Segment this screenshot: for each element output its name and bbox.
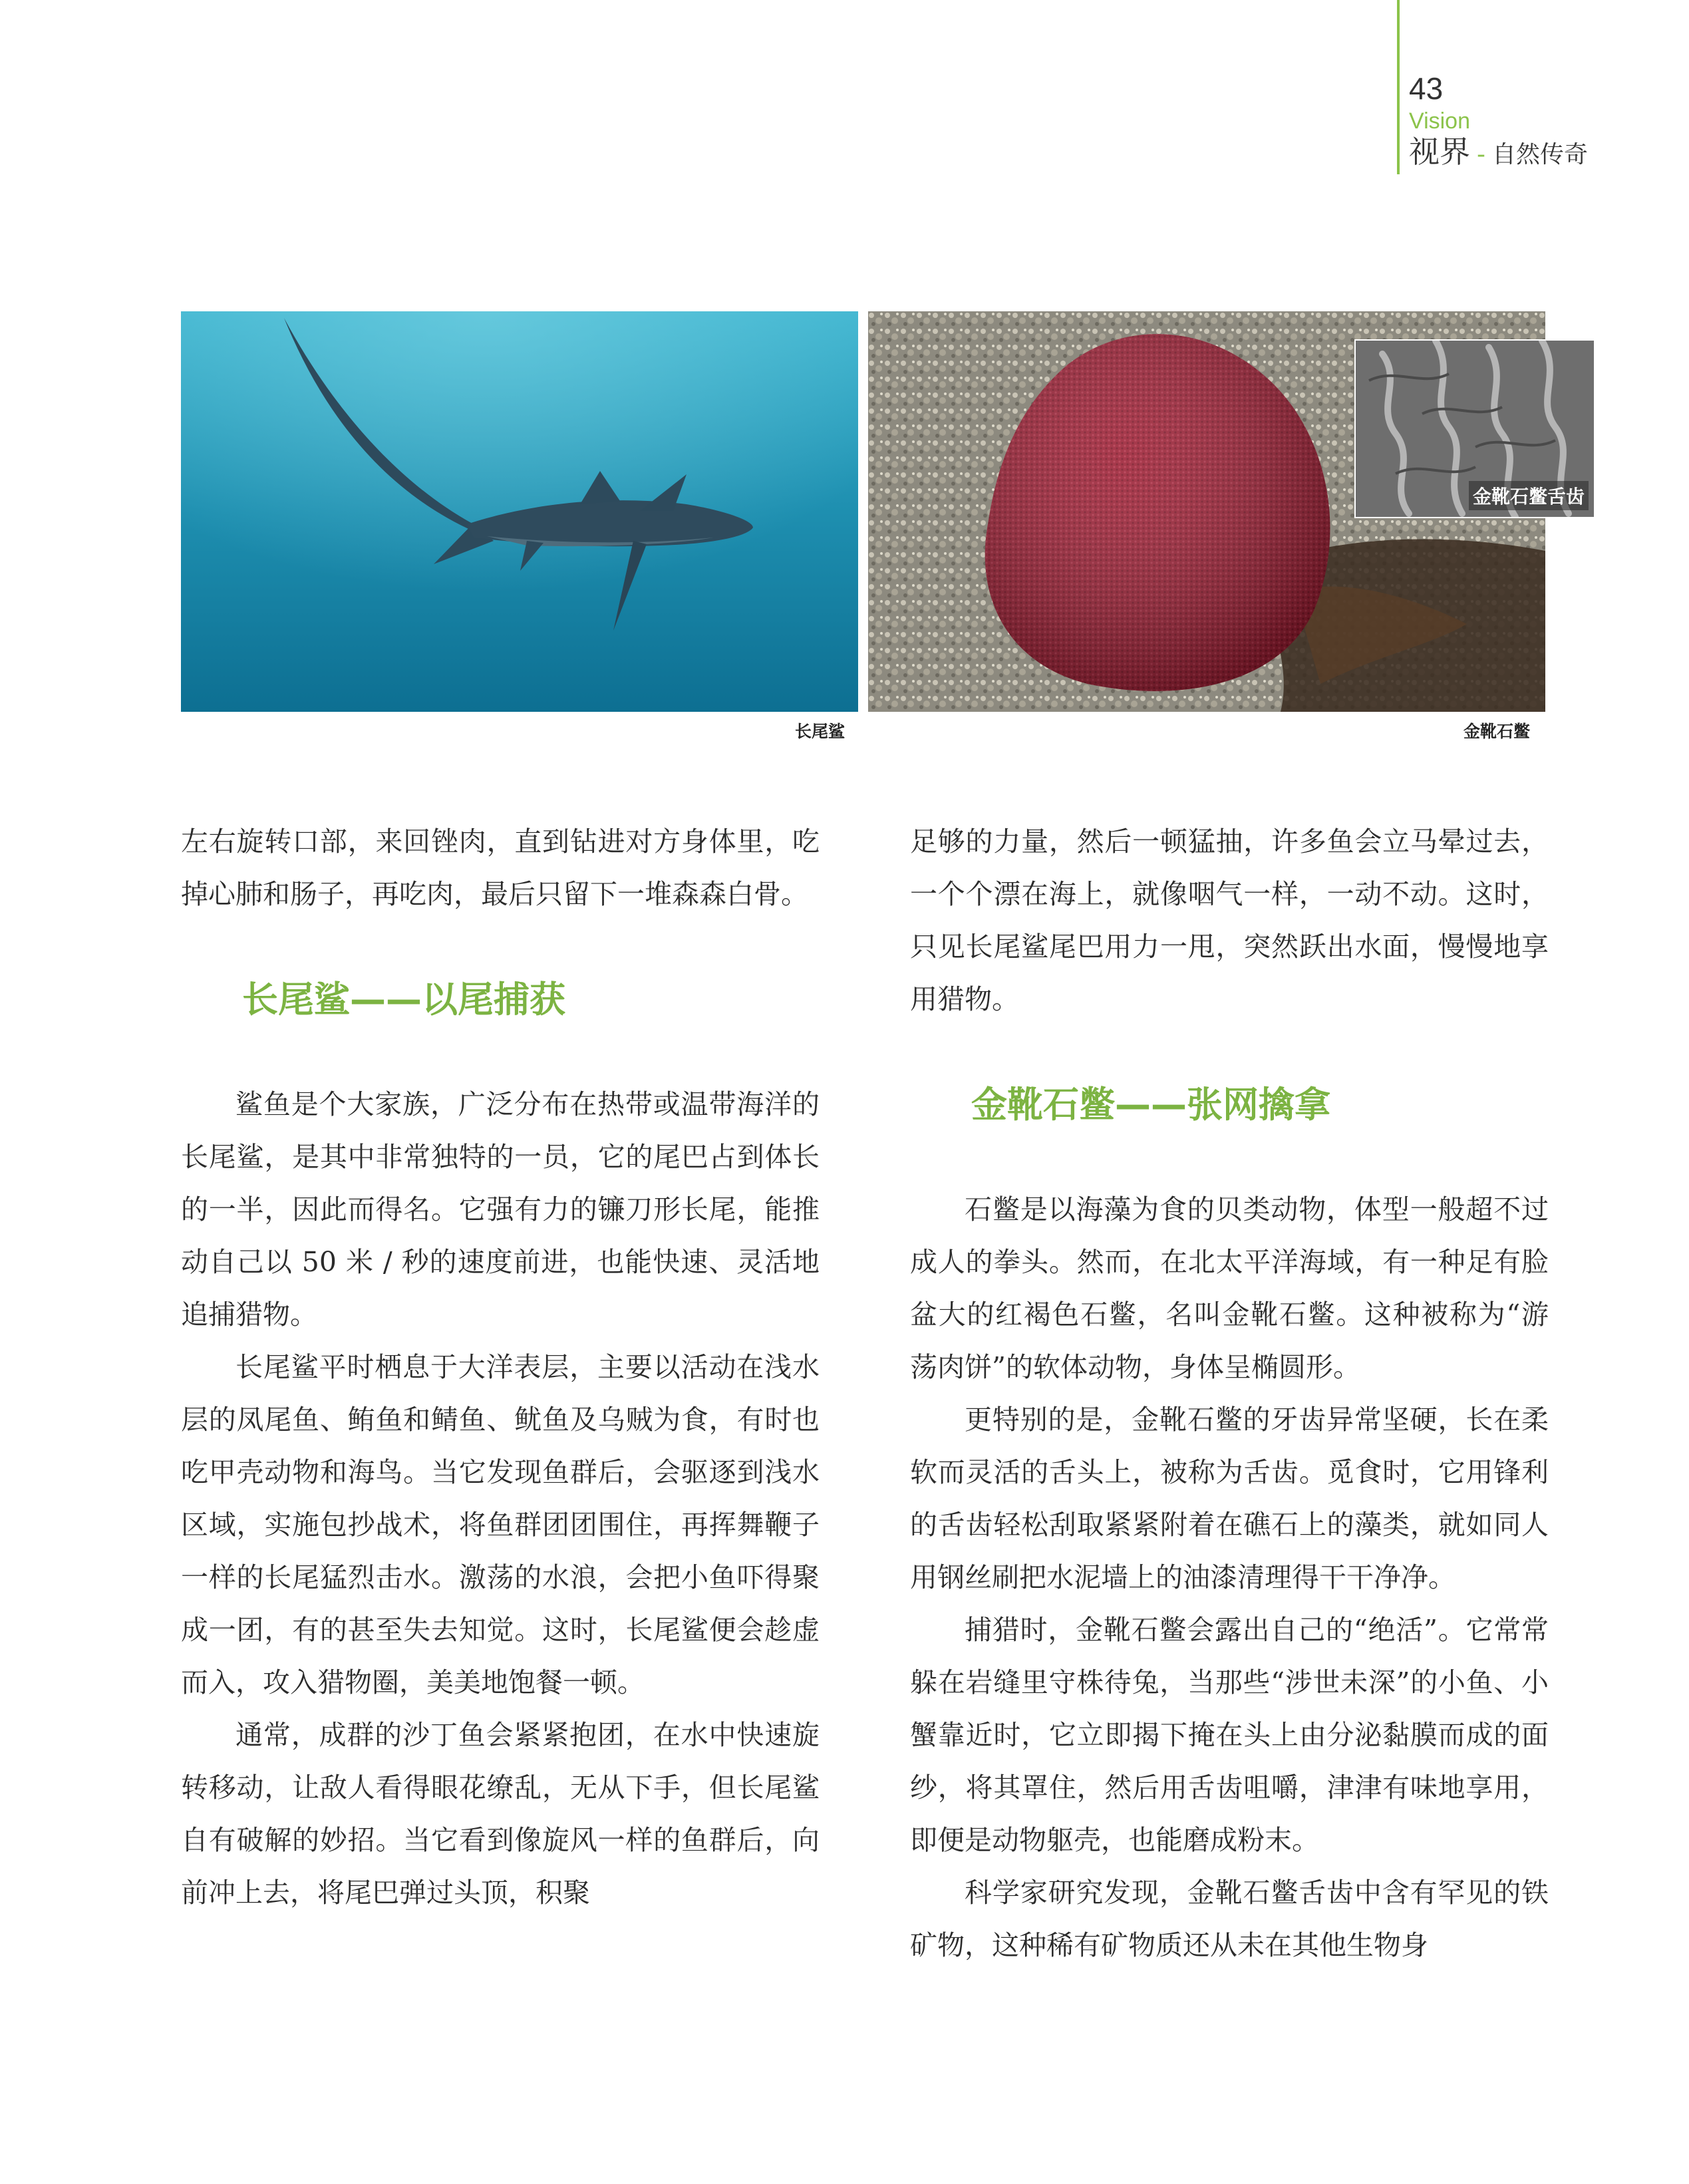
- left-paragraph-2: 鲨鱼是个大家族，广泛分布在热带或温带海洋的长尾鲨，是其中非常独特的一员，它的尾巴占到体长的一半，因此而得名。它强有力的镰刀形长尾，能推动自己以 50 米 / 秒的速度前进，也能快速、灵活地追捕猎物。: [181, 1088, 820, 1330]
- section-separator: -: [1477, 141, 1485, 168]
- right-paragraph-4: 捕猎时，金靴石鳖会露出自己的“绝活”。它常常躲在岩缝里守株待兔，当那些“涉世未深”的小鱼、小蟹靠近时，它立即揭下掩在头上由分泌黏膜而成的面纱，将其罩住，然后用舌齿咀嚼，津津有味地享用，即便是动物躯壳，也能磨成粉末。: [910, 1614, 1549, 1856]
- header-section: [1409, 134, 1589, 170]
- shark-caption: 长尾鲨: [795, 722, 845, 741]
- right-paragraph-2: 石鳖是以海藻为食的贝类动物，体型一般超不过成人的拳头。然而，在北太平洋海域，有一种足有脸盆大的红褐色石鳖，名叫金靴石鳖。这种被称为“游荡肉饼”的软体动物，身体呈椭圆形。: [910, 1193, 1549, 1383]
- right-paragraph-5: 科学家研究发现，金靴石鳖舌齿中含有罕见的铁矿物，这种稀有矿物质还从未在其他生物身: [910, 1877, 1549, 1961]
- thresher-shark-heading: 长尾鲨——以尾捕获: [242, 979, 565, 1020]
- left-paragraph-3: 长尾鲨平时栖息于大洋表层，主要以活动在浅水层的凤尾鱼、鲔鱼和鲭鱼、鱿鱼及乌贼为食，有时也吃甲壳动物和海鸟。当它发现鱼群后，会驱逐到浅水区域，实施包抄战术，将鱼群团团围住，再挥舞鞭子一样的长尾猛烈击水。激荡的水浪，会把小鱼吓得聚成一团，有的甚至失去知觉。这时，长尾鲨便会趁虚而入，攻入猎物圈，美美地饱餐一顿。: [181, 1351, 820, 1698]
- left-paragraph-4: 通常，成群的沙丁鱼会紧紧抱团，在水中快速旋转移动，让敌人看得眼花缭乱，无从下手，但长尾鲨自有破解的妙招。当它看到像旋风一样的鱼群后，向前冲上去，将尾巴弹过头顶，积聚: [181, 1719, 820, 1909]
- header-rule: [1397, 0, 1400, 174]
- shark-illustration: [181, 311, 858, 712]
- left-column: [181, 816, 820, 1919]
- inset-caption: 金靴石鳖舌齿: [1469, 481, 1589, 510]
- right-paragraph-3: 更特别的是，金靴石鳖的牙齿异常坚硬，长在柔软而灵活的舌头上，被称为舌齿。觅食时，它用锋利的舌齿轻松刮取紧紧附着在礁石上的藻类，就如同人用钢丝刷把水泥墙上的油漆清理得干干净净。: [910, 1404, 1549, 1593]
- left-paragraph-1: 左右旋转口部，来回锉肉，直到钻进对方身体里，吃掉心肺和肠子，再吃肉，最后只留下一堆森森白骨。: [181, 826, 820, 910]
- page-number: 43: [1409, 71, 1444, 106]
- spacer: [910, 1026, 1549, 1078]
- chiton-tooth-inset: [1354, 339, 1595, 518]
- chiton-caption: 金靴石鳖: [1463, 722, 1531, 741]
- gumboot-chiton-heading: 金靴石鳖——张网擒拿: [971, 1084, 1330, 1126]
- spacer: [181, 921, 820, 973]
- header-vision: Vision: [1409, 108, 1470, 134]
- section-sub: 自然传奇: [1492, 141, 1589, 168]
- right-column: [910, 816, 1549, 1972]
- spacer: [910, 1131, 1549, 1183]
- right-paragraph-1: 足够的力量，然后一顿猛抽，许多鱼会立马晕过去，一个个漂在海上，就像咽气一样，一动不动。这时，只见长尾鲨尾巴用力一甩，突然跃出水面，慢慢地享用猎物。: [910, 826, 1549, 1015]
- spacer: [181, 1026, 820, 1078]
- thresher-shark-photo: [181, 311, 858, 712]
- section-main: 视界: [1409, 134, 1470, 170]
